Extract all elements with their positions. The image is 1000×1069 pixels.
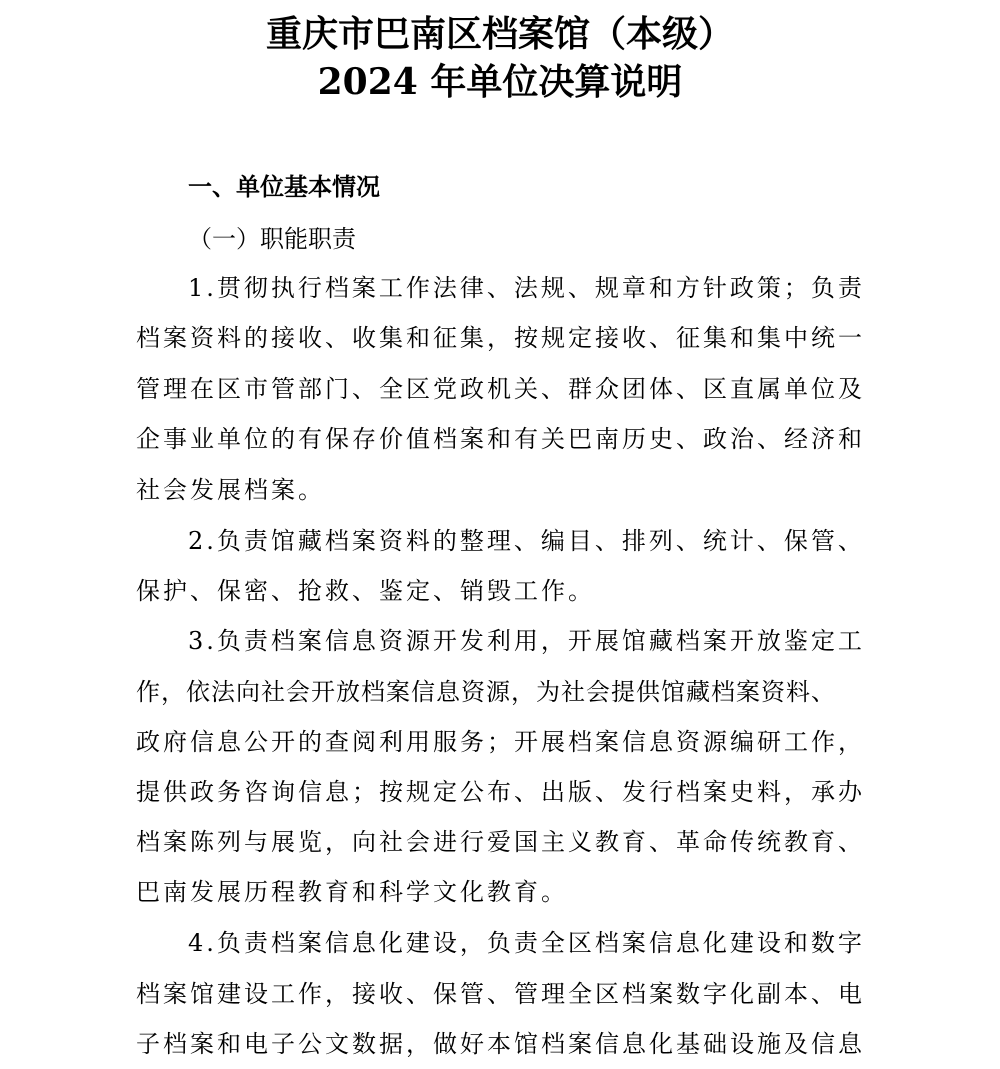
paragraph-line: 子档案和电子公文数据，做好本馆档案信息化基础设施及信息 [136,1030,865,1058]
paragraph-line: 企事业单位的有保存价值档案和有关巴南历史、政治、经济和 [136,425,865,453]
document-title-line-2: 2024 年单位决算说明 [317,61,683,103]
paragraph-line: 2.负责馆藏档案资料的整理、编目、排列、统计、保管、 [188,527,865,555]
paragraph-line: 政府信息公开的查阅利用服务；开展档案信息资源编研工作， [136,728,865,756]
paragraph-line: 1.贯彻执行档案工作法律、法规、规章和方针政策；负责 [188,274,865,302]
document-title-line-1: 重庆市巴南区档案馆（本级） [265,13,734,55]
section-heading-basic-info: 一、单位基本情况 [188,173,380,201]
subsection-heading-functions: （一）职能职责 [188,225,356,253]
paragraph-line: 提供政务咨询信息；按规定公布、出版、发行档案史料，承办 [136,778,865,806]
paragraph-line: 保护、保密、抢救、鉴定、销毁工作。 [136,577,595,605]
paragraph-line: 巴南发展历程教育和科学文化教育。 [136,878,568,906]
paragraph-line: 档案资料的接收、收集和征集，按规定接收、征集和集中统一 [136,324,865,352]
paragraph-line: 4.负责档案信息化建设，负责全区档案信息化建设和数字 [188,929,865,957]
paragraph-line: 3.负责档案信息资源开发利用，开展馆藏档案开放鉴定工 [188,627,865,655]
paragraph-line: 作，依法向社会开放档案信息资源，为社会提供馆藏档案资料、 [136,678,836,706]
paragraph-line: 档案陈列与展览，向社会进行爱国主义教育、革命传统教育、 [136,828,865,856]
paragraph-line: 档案馆建设工作，接收、保管、管理全区档案数字化副本、电 [136,980,865,1008]
paragraph-line: 管理在区市管部门、全区党政机关、群众团体、区直属单位及 [136,375,865,403]
paragraph-line: 社会发展档案。 [136,476,325,504]
